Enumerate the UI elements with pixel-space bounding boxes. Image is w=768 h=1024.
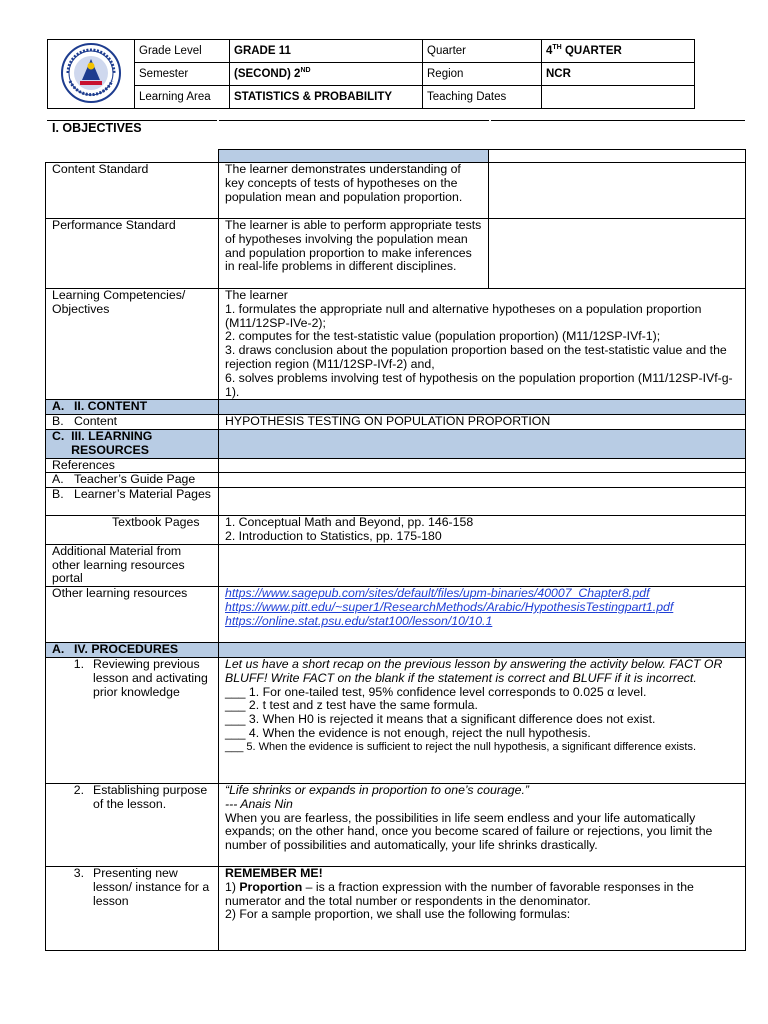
- blank-cell: [219, 544, 746, 586]
- activity-item: ___ 3. When H0 is rejected it means that a significant difference does not exist.: [225, 712, 656, 727]
- competency-line: 2. computes for the test-statistic value (population proportion) (M11/12SP-IVf-1);: [225, 329, 661, 344]
- deped-seal-icon: [56, 42, 126, 104]
- content-section-heading: A. II. CONTENT: [46, 400, 219, 415]
- additional-material-label: Additional Material from other learning resources portal: [46, 544, 219, 586]
- learning-area-value: STATISTICS & PROBABILITY: [230, 86, 423, 109]
- shade-cell: [219, 429, 746, 458]
- quarter-value: 4TH QUARTER: [542, 40, 695, 63]
- procedure-content: [219, 657, 746, 783]
- textbook-line: 2. Introduction to Statistics, pp. 175-180: [225, 528, 442, 543]
- other-resources-links: [219, 587, 746, 643]
- resource-link[interactable]: https://online.stat.psu.edu/stat100/lesson/10/10.1: [225, 613, 493, 628]
- activity-item: ___ 1. For one-tailed test, 95% confidence level corresponds to 0.025 α level.: [225, 684, 647, 699]
- semester-label: Semester: [135, 63, 230, 86]
- competency-line: 3. draws conclusion about the population proportion based on the test-statistic value and the rejection region (M11/12SP-IVf-2) and,: [225, 343, 727, 371]
- blank-cell: [46, 150, 219, 163]
- competency-line: 6. solves problems involving test of hypothesis on the population proportion (M11/12SP-IVf-g-1).: [225, 370, 733, 399]
- blank-cell: [489, 150, 746, 163]
- teachers-guide-label: A. Teacher’s Guide Page: [46, 473, 219, 488]
- formula-intro: 2) For a sample proportion, we shall use the following formulas:: [225, 907, 571, 922]
- definition-text: 1) Proportion – is a fraction expression with the number of favorable responses in the numerator and the total number or respondents in the denominator.: [225, 879, 694, 908]
- quote-author: --- Anais Nin: [225, 796, 293, 811]
- learners-material-label: B. Learner’s Material Pages: [46, 488, 219, 516]
- textbook-pages: [219, 516, 746, 545]
- competencies-label: Learning Competencies/ Objectives: [46, 289, 219, 400]
- quarter-label: Quarter: [423, 40, 542, 63]
- divider: [219, 120, 489, 121]
- resource-link[interactable]: https://www.sagepub.com/sites/default/files/upm-binaries/40007_Chapter8.pdf: [225, 586, 650, 601]
- teaching-dates-label: Teaching Dates: [423, 86, 542, 109]
- content-topic: HYPOTHESIS TESTING ON POPULATION PROPORTION: [219, 415, 746, 430]
- activity-item: ___ 2. t test and z test have the same formula.: [225, 698, 478, 713]
- procedure-label: 2. Establishing purpose of the lesson.: [46, 783, 219, 866]
- quote: “Life shrinks or expands in proportion to one’s courage.”: [225, 783, 529, 797]
- blank-cell: [489, 219, 746, 289]
- competency-line: 1. formulates the appropriate null and alternative hypotheses on a population proportion (M11/12SP-IVe-2);: [225, 301, 702, 330]
- header-table: [47, 39, 695, 109]
- procedure-content: [219, 866, 746, 950]
- references-label: References: [46, 458, 219, 473]
- blank-cell: [219, 488, 746, 516]
- teaching-dates-value: [542, 86, 695, 109]
- region-value: NCR: [542, 63, 695, 86]
- performance-standard-label: Performance Standard: [46, 219, 219, 289]
- remember-heading: REMEMBER ME!: [225, 866, 323, 880]
- procedure-label: 1. Reviewing previous lesson and activating prior knowledge: [46, 657, 219, 783]
- shade-cell: [219, 400, 746, 415]
- content-standard-label: Content Standard: [46, 163, 219, 219]
- resource-link[interactable]: https://www.pitt.edu/~super1/ResearchMethods/Arabic/HypothesisTestingpart1.pdf: [225, 599, 674, 614]
- shade-cell: [219, 643, 746, 658]
- procedure-label: 3. Presenting new lesson/ instance for a lesson: [46, 866, 219, 950]
- objectives-title: I. OBJECTIVES: [52, 121, 142, 135]
- blank-cell: [219, 473, 746, 488]
- competencies-text: [219, 289, 746, 400]
- procedure-content: [219, 783, 746, 866]
- activity-item: ___ 5. When the evidence is sufficient to reject the null hypothesis, a significant difference exists.: [225, 740, 697, 753]
- grade-level-label: Grade Level: [135, 40, 230, 63]
- performance-standard-text: The learner is able to perform appropriate tests of hypotheses involving the population mean and population proportion to make inferences in real-life problems in different disciplines.: [219, 219, 489, 289]
- learning-area-label: Learning Area: [135, 86, 230, 109]
- header-shade-cell: [219, 150, 489, 163]
- other-resources-label: Other learning resources: [46, 587, 219, 643]
- textbook-line: 1. Conceptual Math and Beyond, pp. 146-158: [225, 515, 474, 530]
- blank-cell: [489, 163, 746, 219]
- deped-logo: [48, 40, 135, 109]
- divider: [491, 120, 745, 121]
- activity-item: ___ 4. When the evidence is not enough, reject the null hypothesis.: [225, 725, 591, 740]
- activity-intro: Let us have a short recap on the previous lesson by answering the activity below. FACT OR BLUFF! Write FACT on the blank if the statement is correct and BLUFF if it is incorrect.: [225, 657, 723, 685]
- region-label: Region: [423, 63, 542, 86]
- procedures-section-heading: A. IV. PROCEDURES: [46, 643, 219, 658]
- grade-level-value: GRADE 11: [230, 40, 423, 63]
- textbook-label: Textbook Pages: [46, 516, 219, 545]
- resources-section-heading: C. III. LEARNING RESOURCES: [46, 429, 219, 458]
- content-label: B. Content: [46, 415, 219, 430]
- competency-line: The learner: [225, 288, 288, 302]
- purpose-text: When you are fearless, the possibilities in life seem endless and your life automatically expands; on the other hand, once you become scared of failure or rejections, you limit the number of possibilities and automatically, your life shrinks drastically.: [225, 810, 713, 853]
- blank-cell: [219, 458, 746, 473]
- content-standard-text: The learner demonstrates understanding of key concepts of tests of hypotheses on the population mean and population proportion.: [219, 163, 489, 219]
- semester-value: (SECOND) 2ND: [230, 63, 423, 86]
- lesson-plan-table: [45, 149, 746, 951]
